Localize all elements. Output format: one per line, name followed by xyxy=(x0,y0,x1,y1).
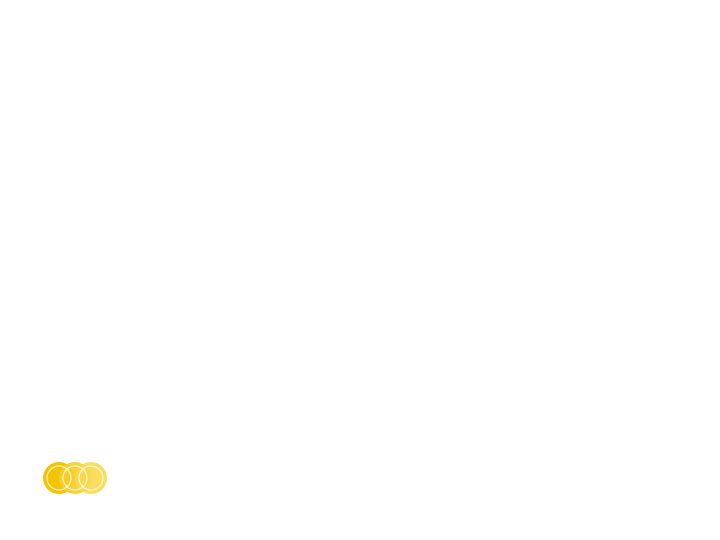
yellow-circles-logo-icon xyxy=(42,461,114,495)
automatic-enrolment-logo xyxy=(42,459,202,499)
